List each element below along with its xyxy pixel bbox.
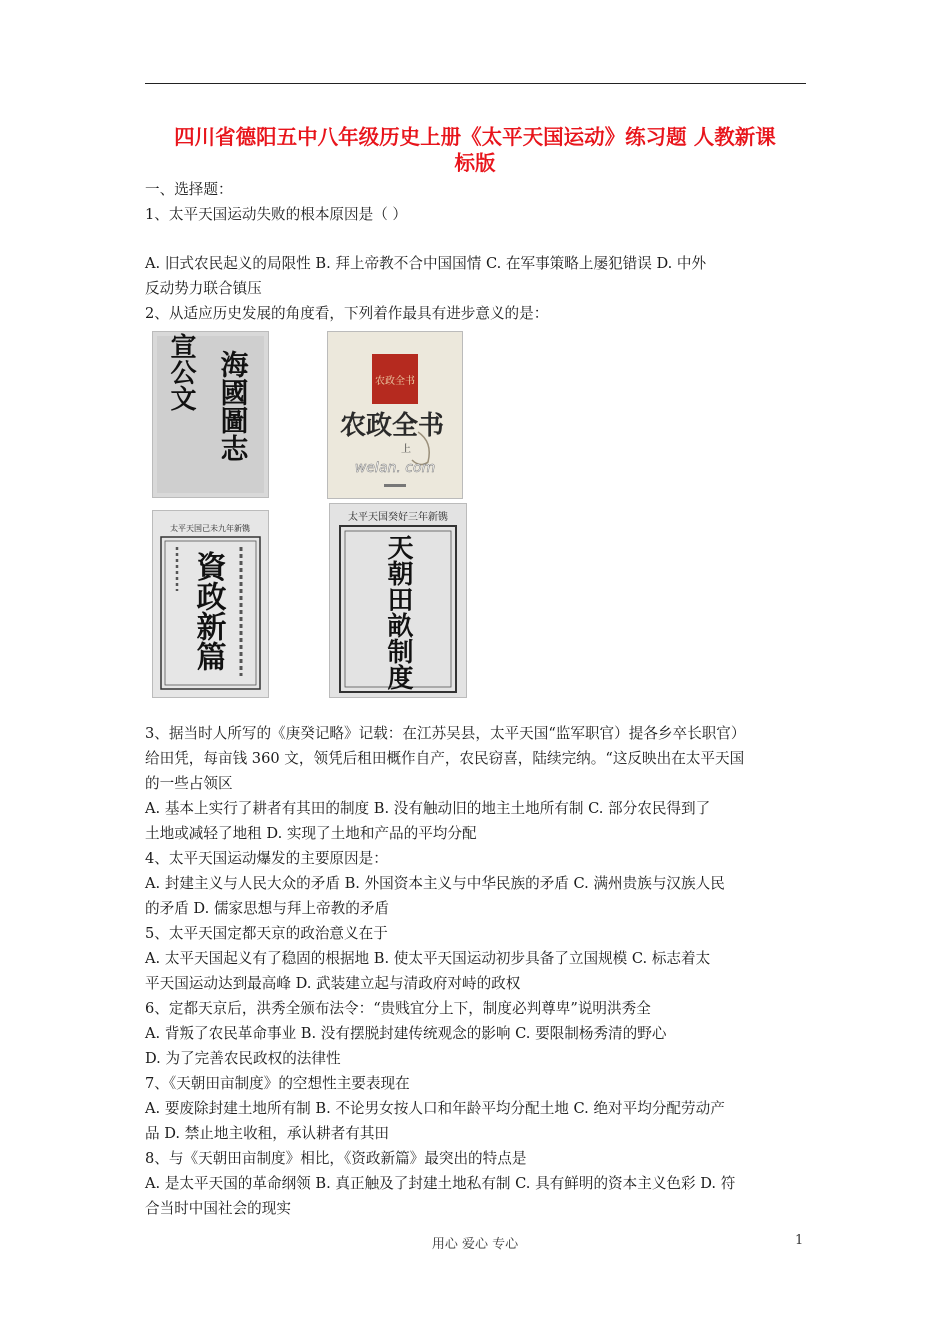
document-title (140, 124, 810, 176)
img3-big: 資政新篇 (190, 551, 226, 671)
question-4-options: A. 封建主义与人民大众的矛盾 B. 外国资本主义与中华民族的矛盾 C. 满州贵族与汉族人民 (145, 875, 725, 892)
img3-header: 太平天国己未九年新镌 (170, 524, 250, 533)
img2-sub: 上 (401, 444, 411, 455)
question-6: 6、定都天京后，洪秀全颁布法令：“贵贱宜分上下，制度必判尊卑”说明洪秀全 (145, 1000, 651, 1017)
section-heading: 一、选择题： (145, 181, 233, 198)
question-7-options: A. 要废除封建土地所有制 B. 不论男女按人口和年龄平均分配土地 C. 绝对平均分配劳动产 (145, 1100, 725, 1117)
nongzhengquanshu-illustration (328, 332, 462, 498)
question-1: 1、太平天国运动失败的根本原因是（ ） (145, 206, 408, 223)
book-cover-zizhengxinpian (152, 510, 269, 698)
question-4: 4、太平天国运动爆发的主要原因是： (145, 850, 388, 867)
question-8-options-cont: 合当时中国社会的现实 (145, 1200, 291, 1217)
question-7-options-cont: 品 D. 禁止地主收租，承认耕者有其田 (145, 1125, 390, 1142)
question-6-options: A. 背叛了农民革命事业 B. 没有摆脱封建传统观念的影响 C. 要限制杨秀清的野心 (145, 1025, 667, 1042)
haiguotuzhi-illustration (153, 332, 268, 497)
question-5-options: A. 太平天国起义有了稳固的根据地 B. 使太平天国运动初步具备了立国规模 C. 标志着太 (145, 950, 711, 967)
tianchaotianmuzhidu-illustration (330, 504, 466, 697)
img4-big: 天朝田畝制度 (383, 534, 413, 690)
img4-header: 太平天国癸好三年新镌 (348, 512, 448, 523)
question-6-options-cont: D. 为了完善农民政权的法律性 (145, 1050, 341, 1067)
question-5-options-cont: 平天国运动达到最高峰 D. 武装建立起与清政府对峙的政权 (145, 975, 521, 992)
book-cover-haiguotuzhi (152, 331, 269, 498)
title-line-1: 四川省德阳五中八年级历史上册《太平天国运动》练习题 人教新课 (174, 125, 776, 149)
question-3-cont-1: 给田凭，每亩钱 360 文，领凭后租田概作自产，农民窃喜，陆续完纳。“这反映出在太平天国 (145, 750, 745, 767)
question-7: 7、《天朝田亩制度》的空想性主要表现在 (145, 1075, 410, 1092)
question-3: 3、据当时人所写的《庚癸记略》记载：在江苏吴县，太平天国“监军职官）提各乡卒长职官） (145, 725, 746, 742)
question-2: 2、从适应历史发展的角度看，下列着作最具有进步意义的是： (145, 305, 549, 322)
title-line-2: 标版 (454, 151, 496, 175)
question-3-options-cont: 土地或减轻了地租 D. 实现了土地和产品的平均分配 (145, 825, 477, 842)
img1-col2: 海國圖志 (216, 350, 250, 462)
header-rule (145, 83, 806, 84)
question-8-options: A. 是太平天国的革命纲领 B. 真正触及了封建土地私有制 C. 具有鲜明的资本主义色彩 D. 符 (145, 1175, 736, 1192)
question-3-cont-2: 的一些占领区 (145, 775, 233, 792)
footer-motto: 用心 爱心 专心 (431, 1237, 519, 1252)
question-3-options: A. 基本上实行了耕者有其田的制度 B. 没有触动旧的地主土地所有制 C. 部分农民得到了 (145, 800, 711, 817)
question-8: 8、与《天朝田亩制度》相比，《资政新篇》最突出的特点是 (145, 1150, 527, 1167)
zizhengxinpian-illustration (153, 511, 268, 697)
question-1-options-cont: 反动势力联合镇压 (145, 280, 262, 297)
book-cover-nongzhengquanshu (327, 331, 463, 499)
question-4-options-cont: 的矛盾 D. 儒家思想与拜上帝教的矛盾 (145, 900, 390, 917)
page-number: 1 (795, 1233, 804, 1248)
book-cover-tianchaotianmuzhidu (329, 503, 467, 698)
img2-watermark: weIan. com (354, 460, 436, 476)
img2-big: 农政全书 (339, 411, 445, 441)
img2-badge: 农政全书 (375, 376, 415, 387)
question-1-options: A. 旧式农民起义的局限性 B. 拜上帝教不合中国国情 C. 在军事策略上屡犯错误 D. 中外 (145, 255, 707, 272)
img1-col1: 宣公文 (166, 333, 196, 411)
question-5: 5、太平天国定都天京的政治意义在于 (145, 925, 388, 942)
